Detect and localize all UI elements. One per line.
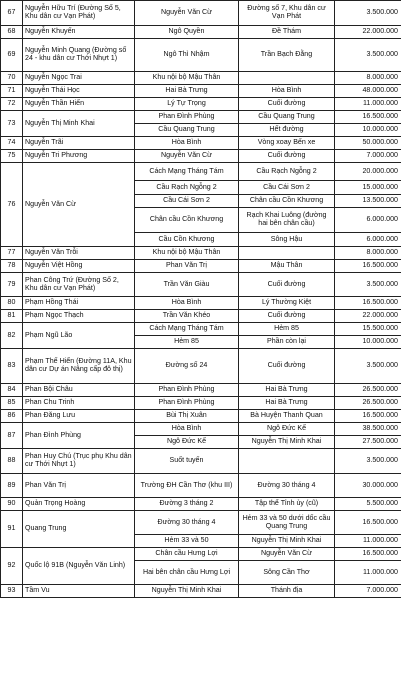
table-row (1, 163, 401, 181)
row-number: 70 (1, 72, 23, 85)
price-value: 6.000.000 (335, 233, 401, 247)
table-body (1, 1, 401, 598)
table-row (1, 150, 401, 163)
price-value: 16.500.000 (335, 297, 401, 310)
table-row (1, 410, 401, 423)
price-value: 22.000.000 (335, 310, 401, 323)
road-name: Nguyễn Minh Quang (Đường số 24 - khu dân cư Thới Nhựt 1) (23, 39, 135, 72)
segment-to: Chân cầu Cồn Khương (239, 195, 335, 208)
row-number: 90 (1, 498, 23, 511)
road-name: Tầm Vu (23, 585, 135, 598)
price-value: 16.500.000 (335, 548, 401, 561)
road-name: Nguyễn Ngọc Trai (23, 72, 135, 85)
price-value: 3.500.000 (335, 449, 401, 474)
segment-from: Hai bên chân cầu Hưng Lợi (135, 561, 239, 585)
segment-from: Phan Đình Phùng (135, 111, 239, 124)
row-number: 93 (1, 585, 23, 598)
segment-to: Cuối đường (239, 150, 335, 163)
segment-from: Cầu Quang Trung (135, 124, 239, 137)
segment-to (239, 449, 335, 474)
row-number: 91 (1, 511, 23, 548)
segment-from: Chân cầu Hưng Lợi (135, 548, 239, 561)
price-value: 3.500.000 (335, 273, 401, 297)
road-name: Nguyễn Trãi (23, 137, 135, 150)
segment-from: Hòa Bình (135, 423, 239, 436)
segment-to: Vòng xoay Bến xe (239, 137, 335, 150)
road-name: Nguyễn Văn Trỗi (23, 247, 135, 260)
row-number: 86 (1, 410, 23, 423)
road-name: Phan Chu Trinh (23, 397, 135, 410)
segment-to: Trần Bạch Đằng (239, 39, 335, 72)
segment-from: Hai Bà Trưng (135, 85, 239, 98)
row-number: 68 (1, 26, 23, 39)
price-value: 10.000.000 (335, 336, 401, 349)
segment-to: Cuối đường (239, 349, 335, 384)
road-name: Nguyễn Hữu Trí (Đường Số 5, Khu dân cư Vạn Phát) (23, 1, 135, 26)
price-value: 3.500.000 (335, 39, 401, 72)
table-row (1, 323, 401, 336)
road-name: Quản Trọng Hoàng (23, 498, 135, 511)
row-number: 82 (1, 323, 23, 349)
segment-to: Mậu Thân (239, 260, 335, 273)
segment-to (239, 247, 335, 260)
segment-from: Bùi Thị Xuân (135, 410, 239, 423)
price-value: 48.000.000 (335, 85, 401, 98)
road-name: Quốc lộ 91B (Nguyễn Văn Linh) (23, 548, 135, 585)
table-row (1, 273, 401, 297)
row-number: 77 (1, 247, 23, 260)
price-value: 50.000.000 (335, 137, 401, 150)
road-name: Phan Bội Châu (23, 384, 135, 397)
segment-to: Cầu Cái Sơn 2 (239, 181, 335, 195)
row-number: 75 (1, 150, 23, 163)
segment-to: Ngô Đức Kế (239, 423, 335, 436)
row-number: 88 (1, 449, 23, 474)
segment-to: Cuối đường (239, 273, 335, 297)
road-name: Phan Công Trứ (Đường Số 2, Khu dân cư Vạn Phát) (23, 273, 135, 297)
table-row (1, 384, 401, 397)
row-number: 72 (1, 98, 23, 111)
row-number: 69 (1, 39, 23, 72)
segment-from: Khu nội bộ Mậu Thân (135, 247, 239, 260)
segment-to: Hai Bà Trưng (239, 384, 335, 397)
segment-to: Nguyễn Thị Minh Khai (239, 535, 335, 548)
price-value: 7.000.000 (335, 150, 401, 163)
segment-from: Phan Đình Phùng (135, 384, 239, 397)
segment-to: Tập thể Tỉnh ủy (cũ) (239, 498, 335, 511)
segment-to: Nguyễn Thị Minh Khai (239, 436, 335, 449)
segment-from: Hẻm 85 (135, 336, 239, 349)
road-name: Phạm Hồng Thái (23, 297, 135, 310)
segment-to: Đường số 7, Khu dân cư Vạn Phát (239, 1, 335, 26)
row-number: 80 (1, 297, 23, 310)
segment-from: Trường ĐH Cần Thơ (khu III) (135, 474, 239, 498)
table-row (1, 397, 401, 410)
segment-from: Chân cầu Cồn Khương (135, 208, 239, 233)
price-value: 7.000.000 (335, 585, 401, 598)
row-number: 87 (1, 423, 23, 449)
table-row (1, 449, 401, 474)
segment-from: Nguyễn Văn Cừ (135, 150, 239, 163)
price-value: 30.000.000 (335, 474, 401, 498)
road-name: Nguyễn Thần Hiến (23, 98, 135, 111)
segment-from: Khu nội bộ Mậu Thân (135, 72, 239, 85)
row-number: 71 (1, 85, 23, 98)
road-name: Quang Trung (23, 511, 135, 548)
price-value: 10.000.000 (335, 124, 401, 137)
price-value: 26.500.000 (335, 397, 401, 410)
road-name: Nguyễn Thái Học (23, 85, 135, 98)
price-value: 15.500.000 (335, 323, 401, 336)
price-value: 26.500.000 (335, 384, 401, 397)
row-number: 78 (1, 260, 23, 273)
row-number: 83 (1, 349, 23, 384)
table-row (1, 85, 401, 98)
segment-from: Ngô Quyền (135, 26, 239, 39)
table-row (1, 297, 401, 310)
price-value: 6.000.000 (335, 208, 401, 233)
table-row (1, 474, 401, 498)
segment-to: Hẻm 85 (239, 323, 335, 336)
price-value: 8.000.000 (335, 72, 401, 85)
segment-from: Trần Văn Khéo (135, 310, 239, 323)
table-row (1, 511, 401, 535)
segment-from: Ngô Thì Nhậm (135, 39, 239, 72)
price-value: 16.500.000 (335, 111, 401, 124)
table-row (1, 498, 401, 511)
price-value: 27.500.000 (335, 436, 401, 449)
road-name: Phan Văn Trị (23, 474, 135, 498)
segment-from: Đường 3 tháng 2 (135, 498, 239, 511)
road-name: Phan Huy Chú (Trục phụ Khu dân cư Thới Nhựt 1) (23, 449, 135, 474)
segment-from: Trần Văn Giàu (135, 273, 239, 297)
road-name: Phạm Ngũ Lão (23, 323, 135, 349)
segment-from: Nguyễn Văn Cừ (135, 1, 239, 26)
table-row (1, 137, 401, 150)
row-number: 85 (1, 397, 23, 410)
segment-from: Đường 30 tháng 4 (135, 511, 239, 535)
segment-from: Cách Mạng Tháng Tám (135, 323, 239, 336)
price-value: 5.500.000 (335, 498, 401, 511)
segment-to: Đề Thám (239, 26, 335, 39)
segment-from: Đường số 24 (135, 349, 239, 384)
price-value: 11.000.000 (335, 535, 401, 548)
segment-to: Thánh địa (239, 585, 335, 598)
row-number: 76 (1, 163, 23, 247)
price-value: 38.500.000 (335, 423, 401, 436)
segment-to: Hết đường (239, 124, 335, 137)
price-value: 16.500.000 (335, 260, 401, 273)
segment-from: Suốt tuyến (135, 449, 239, 474)
row-number: 74 (1, 137, 23, 150)
segment-from: Phan Văn Trị (135, 260, 239, 273)
table-row (1, 98, 401, 111)
table-row (1, 585, 401, 598)
segment-to: Cầu Rạch Ngỗng 2 (239, 163, 335, 181)
segment-from: Phan Đình Phùng (135, 397, 239, 410)
row-number: 73 (1, 111, 23, 137)
table-row (1, 349, 401, 384)
table-row (1, 423, 401, 436)
segment-from: Cầu Rạch Ngỗng 2 (135, 181, 239, 195)
road-name: Nguyễn Văn Cừ (23, 163, 135, 247)
row-number: 67 (1, 1, 23, 26)
segment-from: Cầu Cái Sơn 2 (135, 195, 239, 208)
row-number: 89 (1, 474, 23, 498)
price-value: 11.000.000 (335, 98, 401, 111)
price-value: 15.000.000 (335, 181, 401, 195)
segment-to: Phần còn lại (239, 336, 335, 349)
row-number: 79 (1, 273, 23, 297)
segment-to: Cuối đường (239, 98, 335, 111)
segment-from: Cầu Cồn Khương (135, 233, 239, 247)
segment-to (239, 72, 335, 85)
price-value: 16.500.000 (335, 410, 401, 423)
segment-to: Đường 30 tháng 4 (239, 474, 335, 498)
table-row (1, 39, 401, 72)
segment-to: Hòa Bình (239, 85, 335, 98)
segment-to: Hai Bà Trưng (239, 397, 335, 410)
road-name: Nguyễn Thị Minh Khai (23, 111, 135, 137)
segment-to: Cầu Quang Trung (239, 111, 335, 124)
price-value: 8.000.000 (335, 247, 401, 260)
segment-from: Cách Mạng Tháng Tám (135, 163, 239, 181)
table-row (1, 26, 401, 39)
segment-from: Nguyễn Thị Minh Khai (135, 585, 239, 598)
table-row (1, 1, 401, 26)
road-name: Phan Đình Phùng (23, 423, 135, 449)
segment-from: Hòa Bình (135, 137, 239, 150)
road-name: Phan Đăng Lưu (23, 410, 135, 423)
price-value: 11.000.000 (335, 561, 401, 585)
road-name: Nguyễn Việt Hồng (23, 260, 135, 273)
price-value: 3.500.000 (335, 349, 401, 384)
price-value: 3.500.000 (335, 1, 401, 26)
segment-to: Cuối đường (239, 310, 335, 323)
table-row (1, 72, 401, 85)
segment-to: Bà Huyện Thanh Quan (239, 410, 335, 423)
segment-to: Lý Thường Kiệt (239, 297, 335, 310)
row-number: 92 (1, 548, 23, 585)
table-row (1, 111, 401, 124)
segment-from: Hòa Bình (135, 297, 239, 310)
table-row (1, 310, 401, 323)
road-name: Phạm Thế Hiển (Đường 11A, Khu dân cư Dự án Nâng cấp đô thị) (23, 349, 135, 384)
segment-from: Hẻm 33 và 50 (135, 535, 239, 548)
row-number: 84 (1, 384, 23, 397)
table-row (1, 260, 401, 273)
table-row (1, 548, 401, 561)
table-row (1, 247, 401, 260)
price-value: 22.000.000 (335, 26, 401, 39)
price-value: 16.500.000 (335, 511, 401, 535)
road-name: Phạm Ngọc Thạch (23, 310, 135, 323)
segment-from: Lý Tự Trọng (135, 98, 239, 111)
price-value: 20.000.000 (335, 163, 401, 181)
segment-to: Sông Cần Thơ (239, 561, 335, 585)
price-value: 13.500.000 (335, 195, 401, 208)
segment-to: Nguyễn Văn Cừ (239, 548, 335, 561)
road-name: Nguyễn Tri Phương (23, 150, 135, 163)
segment-to: Sông Hậu (239, 233, 335, 247)
segment-to: Rạch Khai Luông (đường hai bên chân cầu) (239, 208, 335, 233)
segment-from: Ngô Đức Kế (135, 436, 239, 449)
row-number: 81 (1, 310, 23, 323)
road-name: Nguyễn Khuyến (23, 26, 135, 39)
segment-to: Hẻm 33 và 50 dưới dốc cầu Quang Trung (239, 511, 335, 535)
